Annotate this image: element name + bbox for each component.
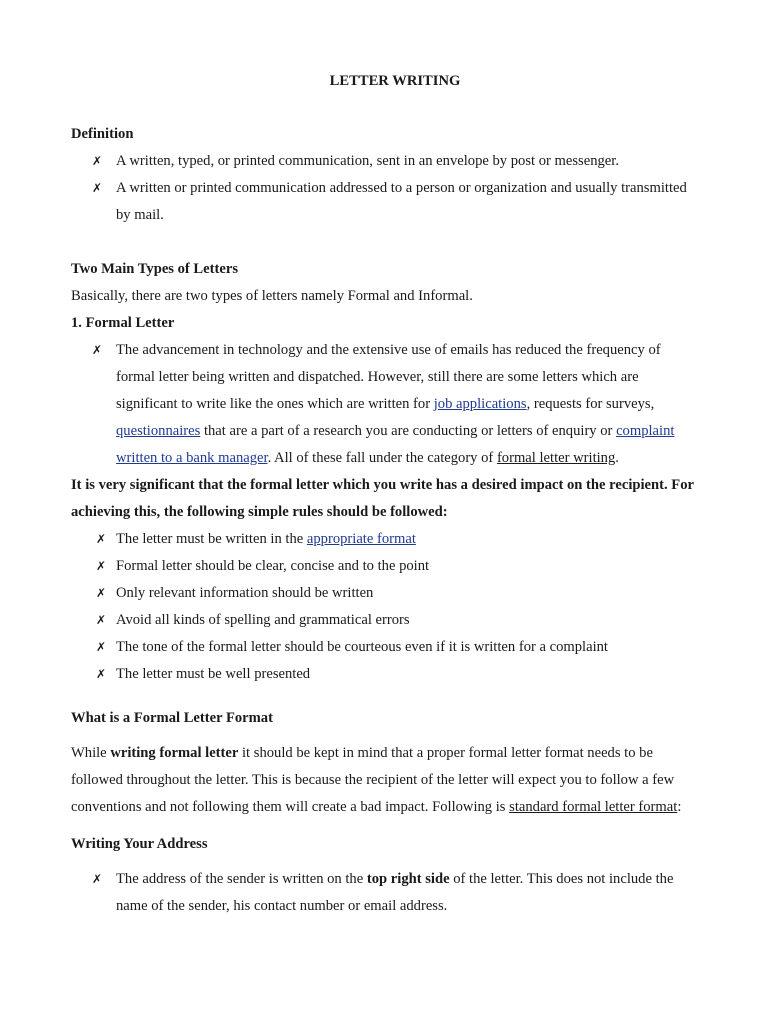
- formal-letter-writing-underlined: formal letter writing: [496, 450, 616, 466]
- formal-letter-list: [71, 337, 701, 472]
- list-item: [71, 526, 701, 553]
- document-content: [71, 68, 701, 920]
- writing-formal-letter-bold: writing formal letter: [110, 745, 239, 761]
- list-item: [71, 866, 701, 920]
- top-right-side-bold: top right side: [366, 871, 450, 887]
- cross-bullet-icon: ✗: [96, 586, 107, 600]
- rules-list: [71, 526, 701, 688]
- format-heading: What is a Formal Letter Format: [71, 710, 273, 726]
- questionnaires-link[interactable]: questionnaires: [116, 423, 201, 439]
- rule-text: Formal letter should be clear, concise and to the point: [116, 558, 430, 574]
- cross-bullet-icon: ✗: [96, 559, 107, 573]
- cross-bullet-icon: ✗: [92, 181, 103, 195]
- list-item: [71, 634, 701, 661]
- list-item: [71, 553, 701, 580]
- rules-intro-bold: It is very significant that the formal letter which you write has a desired impact on the recipient. For achieving this, the following simple rules should be followed:: [71, 477, 694, 520]
- job-applications-link[interactable]: job applications: [433, 396, 527, 412]
- complaint-letter-link[interactable]: complaint written to a bank manager: [116, 423, 675, 466]
- format-paragraph: [71, 740, 701, 821]
- list-item: [71, 148, 701, 175]
- rule-text: The tone of the formal letter should be courteous even if it is written for a complaint: [116, 639, 608, 655]
- cross-bullet-icon: ✗: [92, 872, 103, 886]
- cross-bullet-icon: ✗: [96, 532, 107, 546]
- formal-para-text: . All of these fall under the category of: [267, 450, 497, 466]
- formal-para-text: .: [615, 450, 619, 466]
- definition-item-text: A written, typed, or printed communication, sent in an envelope by post or messenger.: [116, 153, 619, 169]
- cross-bullet-icon: ✗: [92, 343, 103, 357]
- definition-list: [71, 148, 701, 229]
- address-text: of the letter. This does not include the name of the sender, his contact number or email address.: [116, 871, 674, 914]
- types-heading: Two Main Types of Letters: [71, 261, 239, 277]
- list-item: [71, 661, 701, 688]
- rule-text: The letter must be written in the: [116, 531, 307, 547]
- list-item: [71, 337, 701, 472]
- cross-bullet-icon: ✗: [92, 154, 103, 168]
- rule-text: Only relevant information should be written: [116, 585, 374, 601]
- formal-para-text: The advancement in technology and the extensive use of emails has reduced the frequency of formal letter being written and dispatched. However, still there are some letters which are significant to write like the ones which are written for: [116, 342, 661, 412]
- format-text: :: [677, 799, 682, 815]
- address-text: The address of the sender is written on the: [116, 871, 367, 887]
- cross-bullet-icon: ✗: [96, 640, 107, 654]
- list-item: [71, 580, 701, 607]
- formal-para-text: that are a part of a research you are conducting or letters of enquiry or: [200, 423, 617, 439]
- address-list: [71, 866, 701, 920]
- list-item: [71, 175, 701, 229]
- format-text: While: [71, 745, 111, 761]
- formal-letter-heading: 1. Formal Letter: [71, 315, 175, 331]
- types-intro: Basically, there are two types of letters namely Formal and Informal.: [71, 288, 473, 304]
- format-text: it should be kept in mind that a proper formal letter format needs to be followed throughout the letter. This is because the recipient of the letter will expect you to follow a few conventions and not following them will create a bad impact. Following is: [71, 745, 675, 815]
- document-title: LETTER WRITING: [329, 73, 461, 89]
- definition-item-text: A written or printed communication addressed to a person or organization and usually transmitted by mail.: [116, 180, 687, 223]
- appropriate-format-link[interactable]: appropriate format: [306, 531, 416, 547]
- list-item: [71, 607, 701, 634]
- definition-heading: Definition: [71, 126, 134, 142]
- cross-bullet-icon: ✗: [96, 667, 107, 681]
- address-heading: Writing Your Address: [71, 836, 208, 852]
- cross-bullet-icon: ✗: [96, 613, 107, 627]
- standard-format-underlined: standard formal letter format: [509, 799, 678, 815]
- rule-text: Avoid all kinds of spelling and grammatical errors: [116, 612, 410, 628]
- rule-text: The letter must be well presented: [116, 666, 311, 682]
- formal-para-text: , requests for surveys,: [526, 396, 655, 412]
